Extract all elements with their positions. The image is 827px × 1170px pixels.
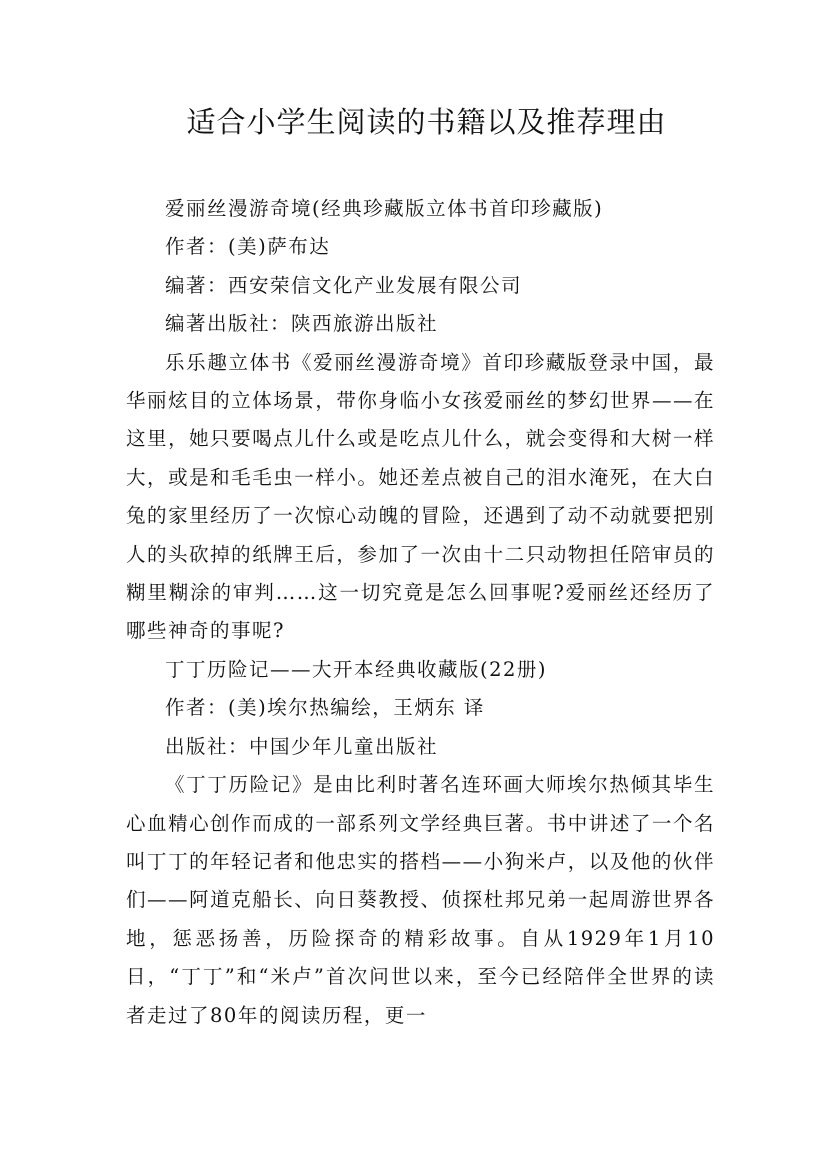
document-body [126, 190, 715, 1035]
book-title-alice: 爱丽丝漫游奇境(经典珍藏版立体书首印珍藏版) [165, 197, 604, 220]
book-author-alice: 作者：(美)萨布达 [165, 235, 331, 259]
book-publisher-tintin: 出版社：中国少年儿童出版社 [165, 734, 439, 758]
book-description-tintin: 《丁丁历险记》是由比利时著名连环画大师埃尔热倾其毕生心血精心创作而成的一部系列文学经典巨著。书中讲述了一个名叫丁丁的年轻记者和他忠实的搭档——小狗米卢，以及他的伙伴们——阿道克船长、向日葵教授、侦探杜邦兄弟一起周游世界各地，惩恶扬善，历险探奇的精彩故事。自从1929年1月10日，“丁丁”和“米卢”首次问世以来，至今已经陪伴全世界的读者走过了80年的阅读历程，更一 [126, 773, 715, 1027]
document-title: 适合小学生阅读的书籍以及推荐理由 [186, 105, 667, 139]
book-author-tintin: 作者：(美)埃尔热编绘，王炳东 译 [165, 696, 485, 720]
book-publisher-alice: 编著出版社：陕西旅游出版社 [165, 312, 439, 336]
book-title-tintin: 丁丁历险记——大开本经典收藏版(22册) [165, 657, 548, 681]
book-description-alice: 乐乐趣立体书《爱丽丝漫游奇境》首印珍藏版登录中国，最华丽炫目的立体场景，带你身临小女孩爱丽丝的梦幻世界——在这里，她只要喝点儿什么或是吃点儿什么，就会变得和大树一样大，或是和毛毛虫一样小。她还差点被自己的泪水淹死，在大白兔的家里经历了一次惊心动魄的冒险，还遇到了动不动就要把别人的头砍掉的纸牌王后，参加了一次由十二只动物担任陪审员的糊里糊涂的审判……这一切究竟是怎么回事呢?爱丽丝还经历了哪些神奇的事呢? [126, 350, 715, 643]
book-editor-alice: 编著：西安荣信文化产业发展有限公司 [165, 273, 523, 297]
